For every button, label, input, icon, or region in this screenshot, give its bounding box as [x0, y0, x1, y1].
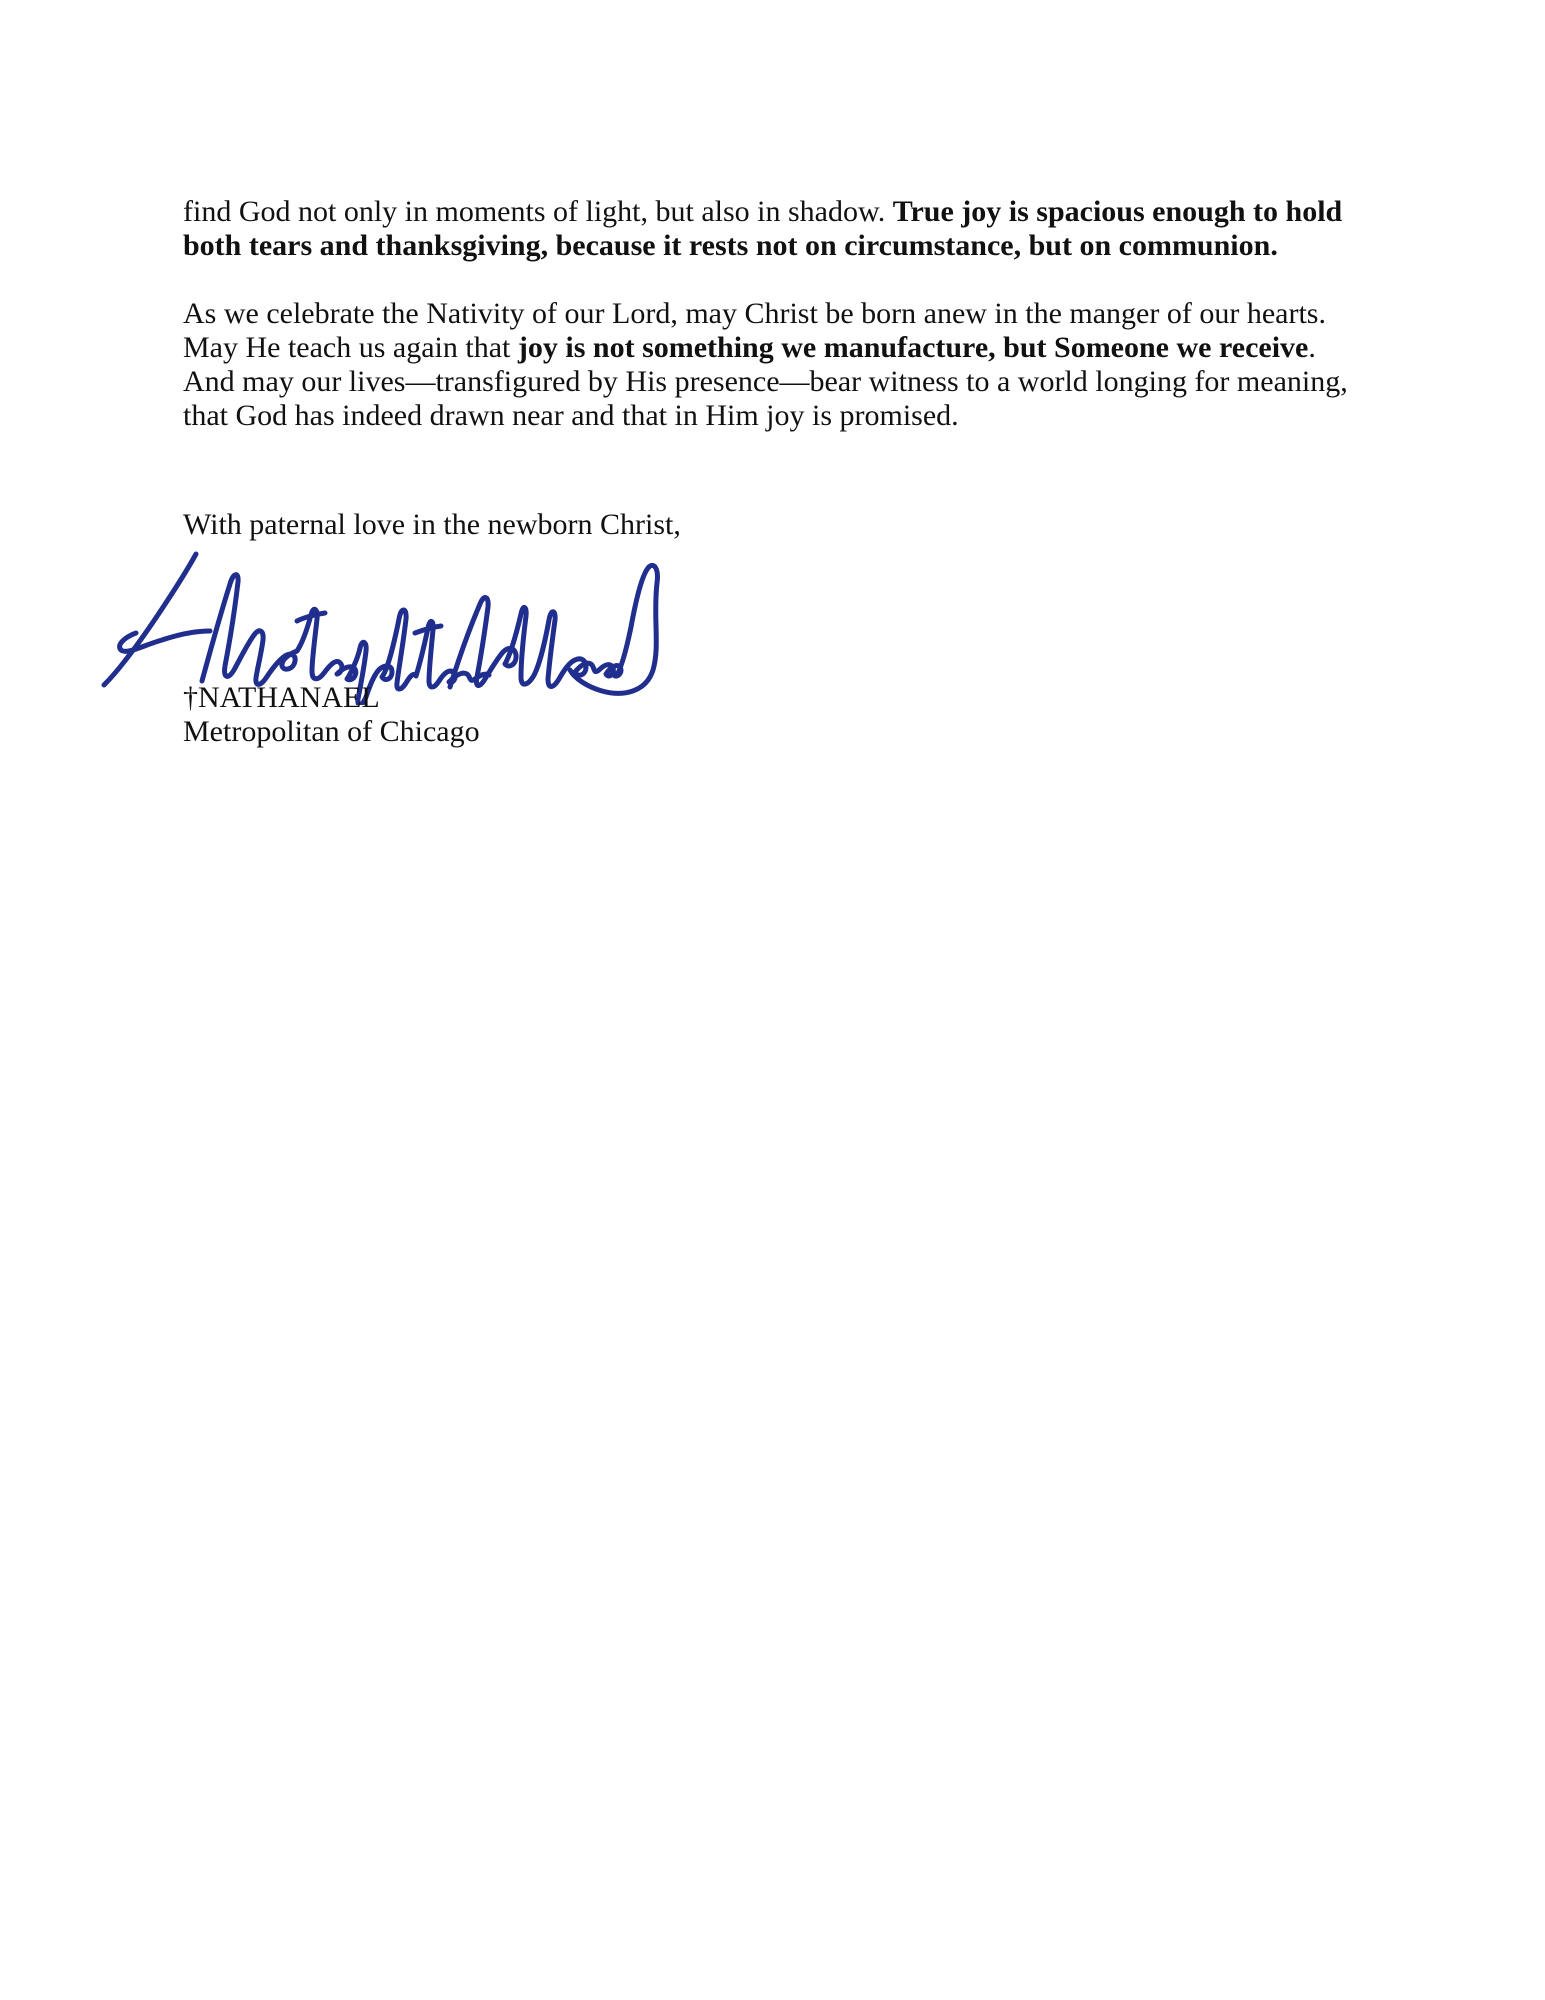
- signature-handwriting: [92, 538, 705, 705]
- text-line: find God not only in moments of light, but also in shadow. True joy is spacious enough to hold: [183, 195, 1343, 228]
- text-line: that God has indeed drawn near and that in Him joy is promised.: [183, 399, 959, 432]
- text-line: both tears and thanksgiving, because it rests not on circumstance, but on communion.: [183, 229, 1278, 262]
- text-line: May He teach us again that joy is not something we manufacture, but Someone we receive.: [183, 331, 1316, 364]
- letter-paragraphs: [183, 195, 1463, 433]
- text-line: And may our lives—transfigured by His presence—bear witness to a world longing for meaning,: [183, 365, 1348, 398]
- paragraph: [183, 195, 1463, 263]
- paragraph: [183, 297, 1463, 433]
- text-line: As we celebrate the Nativity of our Lord, may Christ be born anew in the manger of our hearts.: [183, 297, 1326, 330]
- closing-line: With paternal love in the newborn Christ,: [183, 508, 681, 541]
- signer-title: Metropolitan of Chicago: [183, 715, 480, 748]
- signer-block: [183, 681, 480, 749]
- signer-name: †NATHANAEL: [183, 681, 380, 714]
